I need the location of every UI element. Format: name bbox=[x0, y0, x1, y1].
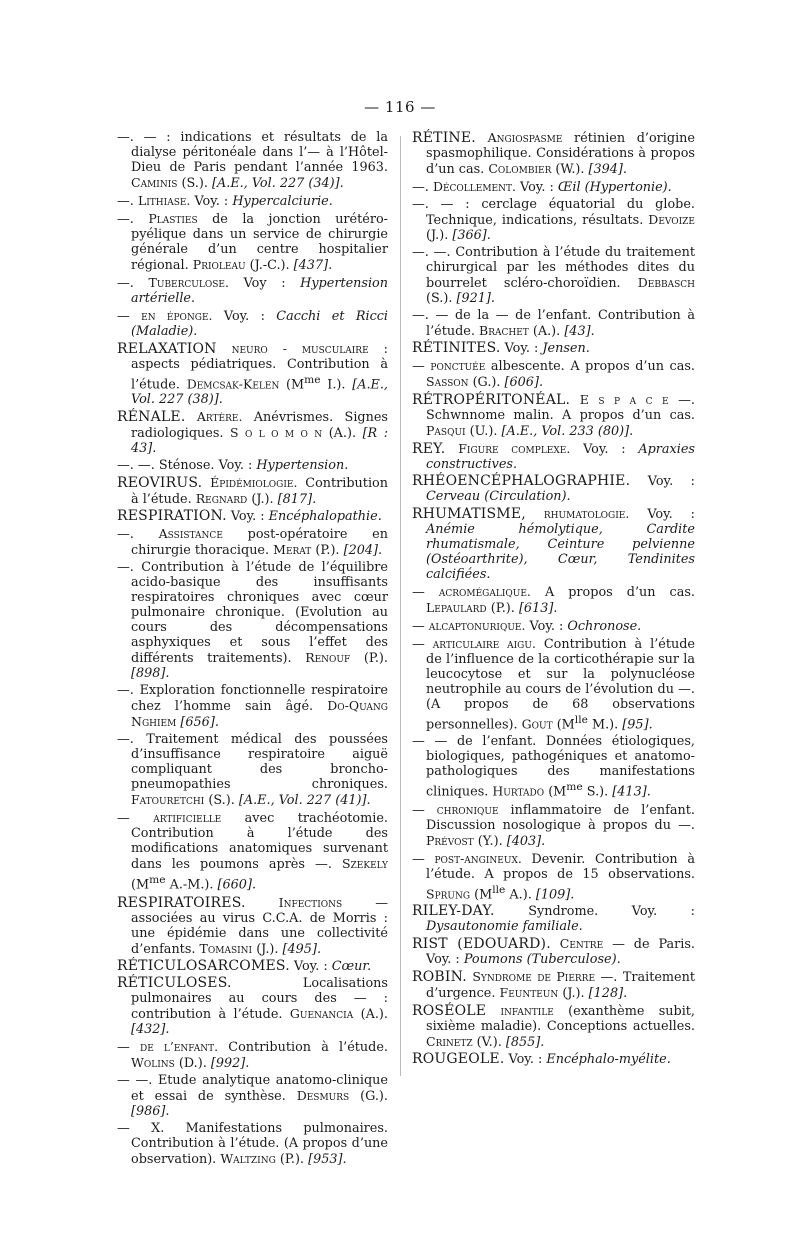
index-entry: — post-angineux. Devenir. Contribution à l’étude. A propos de 15 observations. Sprung ($M^{lle}$ A.). [109]. bbox=[412, 850, 695, 902]
index-entry: RILEY-DAY. Syndrome. Voy. : Dysautonomie familiale. bbox=[412, 902, 695, 934]
index-entry: RELAXATION neuro - musculaire : aspects pédiatriques. Contribution à l’étude. Demcsak-Kelen ($M^{me}$ I.). [A.E., Vol. 227 (38)]. bbox=[117, 341, 388, 408]
index-entry: —. Tuberculose. Voy : Hypertension artérielle. bbox=[117, 275, 389, 306]
index-entry: RIST (EDOUARD). Centre — de Paris. Voy. : Poumons (Tuberculose). bbox=[412, 935, 695, 967]
index-entry: RÉNALE. Artère. Anévrismes. Signes radiologiques. S o l o m o n (A.). [R : 43]. bbox=[117, 409, 389, 457]
index-entry: — chronique inflammatoire de l’enfant. Discussion nosologique à propos du —. Prévost (Y.). [403]. bbox=[412, 801, 695, 849]
index-entry: —. — : cerclage équatorial du globe. Technique, indications, résultats. Devoize (J.). [366]. bbox=[412, 197, 695, 243]
index-entry: — —. Etude analytique anatomo-clinique et essai de synthèse. Desmurs (G.). [986]. bbox=[117, 1072, 388, 1119]
index-entry: — artificielle avec trachéotomie. Contribution à l’étude des modifications anatomiques survenant dans les poumons après —. Szekely ($M^{me}$ A.-M.). [660]. bbox=[117, 810, 388, 893]
right-column bbox=[412, 130, 695, 1069]
index-entry: —. —. Sténose. Voy. : Hypertension. bbox=[117, 458, 349, 474]
index-entry: — en éponge. Voy. : Cacchi et Ricci (Maladie). bbox=[117, 308, 388, 339]
index-entry: — articulaire aigu. Contribution à l’étude de l’influence de la corticothérapie sur la leucocytose et sur la polynucléose neutrophile au cours de l’évolution du —. (A propos de 68 observations personnelles). Gout ($M^{lle}$ M.). [95]. bbox=[412, 636, 695, 733]
index-entry: —. Traitement médical des poussées d’insuffisance respiratoire aiguë compliquant des broncho-pneumopathies chroniques. Fatouretchi (S.). [A.E., Vol. 227 (41)]. bbox=[117, 732, 388, 809]
index-entry: RESPIRATION. Voy. : Encéphalopathie. bbox=[117, 508, 382, 525]
index-entry: RHÉOENCÉPHALOGRAPHIE. Voy. : Cerveau (Circulation). bbox=[412, 473, 695, 504]
index-entry: —. Plasties de la jonction urétéro-pyélique dans un service de chirurgie générale d’un centre hospitalier régional. Prioleau (J.-C.). [437]. bbox=[117, 211, 388, 273]
index-entry: — acromégalique. A propos d’un cas. Lepaulard (P.). [613]. bbox=[412, 584, 695, 616]
index-entry: ROUGEOLE. Voy. : Encéphalo-myélite. bbox=[412, 1050, 671, 1067]
index-entry: RÉTICULOSES. Localisations pulmonaires au cours des — : contribution à l’étude. Guenancia (A.). [432]. bbox=[117, 974, 388, 1037]
index-entry: ROBIN. Syndrome de Pierre —. Traitement d’urgence. Feunteun (J.). [128]. bbox=[412, 968, 695, 1001]
index-entry: REOVIRUS. Épidémiologie. Contribution à l’étude. Regnard (J.). [817]. bbox=[117, 475, 388, 508]
column-divider bbox=[400, 136, 401, 1076]
index-entry: —. — : indications et résultats de la dialyse péritonéale dans l’— à l’Hôtel-Dieu de Paris pendant l’année 1963. Caminis (S.). [A.E., Vol. 227 (34)]. bbox=[117, 130, 388, 191]
left-column bbox=[117, 130, 388, 1169]
page-number: — 116 — bbox=[364, 98, 436, 116]
index-entry: —. Assistance post-opératoire en chirurgie thoracique. Merat (P.). [204]. bbox=[117, 526, 388, 559]
index-entry: — X. Manifestations pulmonaires. Contribution à l’étude. (A propos d’une observation). Waltzing (P.). [953]. bbox=[117, 1120, 388, 1167]
index-entry: —. Contribution à l’étude de l’équilibre acido-basique des insuffisants respiratoires chroniques avec cœur pulmonaire chronique. (Evolution au cours des décompensations asphyxiques et sous l’effet des différents traitements). Renouf (P.). [898]. bbox=[117, 560, 388, 682]
index-entry: RHUMATISME, rhumatologie. Voy. : Anémie hémolytique, Cardite rhumatismale, Ceinture pelvienne (Ostéoarthrite), Cœur, Tendinites calcifiées. bbox=[412, 506, 695, 582]
index-entry: —. —. Contribution à l’étude du traitement chirurgical par les méthodes dites du bourrelet scléro-choroïdien. Debbasch (S.). [921]. bbox=[412, 245, 695, 306]
index-entry: — — de l’enfant. Données étiologiques, biologiques, pathogéniques et anatomo-pathologiques des manifestations cliniques. Hurtado ($M^{me}$ S.). [413]. bbox=[412, 734, 695, 800]
index-entry: RÉTINE. Angiospasme rétinien d’origine spasmophilique. Considérations à propos d’un cas. Colombier (W.). [394]. bbox=[412, 130, 695, 177]
index-entry: — de l’enfant. Contribution à l’étude. Wolins (D.). [992]. bbox=[117, 1038, 388, 1071]
index-entry: RESPIRATOIRES. Infections — associées au virus C.C.A. de Morris : une épidémie dans une collectivité d’enfants. Tomasini (J.). [495]. bbox=[117, 894, 388, 957]
index-entry: —. Décollement. Voy. : Œil (Hypertonie). bbox=[412, 179, 672, 195]
index-entry: RÉTICULOSARCOMES. Voy. : Cœur. bbox=[117, 957, 372, 974]
index-entry: RÉTINITES. Voy. : Jensen. bbox=[412, 340, 590, 356]
index-entry: — ponctuée albescente. A propos d’un cas. Sasson (G.). [606]. bbox=[412, 358, 695, 390]
index-entry: — alcaptonurique. Voy. : Ochronose. bbox=[412, 618, 642, 634]
index-entry: —. Exploration fonctionnelle respiratoire chez l’homme sain âgé. Do-Quang Nghiem [656]. bbox=[117, 683, 388, 731]
index-entry: —. Lithiase. Voy. : Hypercalciurie. bbox=[117, 193, 333, 209]
index-entry: ROSÉOLE infantile (exanthème subit, sixième maladie). Conceptions actuelles. Crinetz (V.). [855]. bbox=[412, 1002, 695, 1050]
index-entry: RÉTROPÉRITONÉAL. E s p a c e —. Schwnnome malin. A propos d’un cas. Pasqui (U.). [A.E., Vol. 233 (80)]. bbox=[412, 392, 695, 439]
index-entry: —. — de la — de l’enfant. Contribution à l’étude. Brachet (A.). [43]. bbox=[412, 308, 695, 339]
index-entry: REY. Figure complexe. Voy. : Apraxies constructives. bbox=[412, 441, 695, 472]
